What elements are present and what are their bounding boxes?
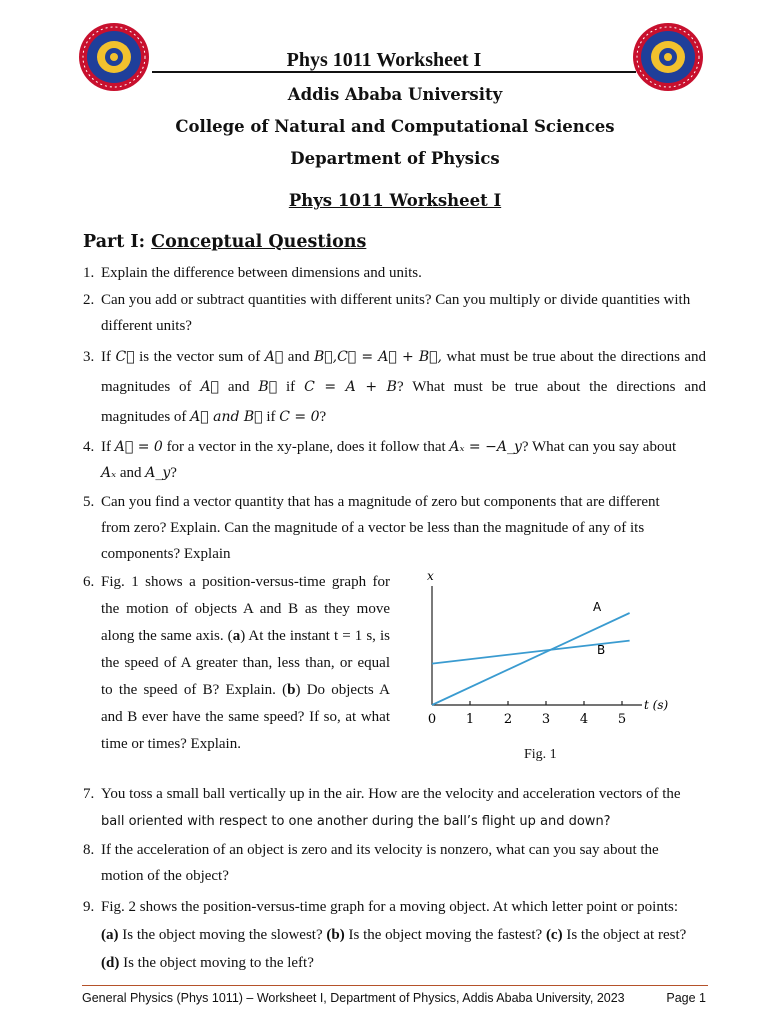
- question-text: magnitudes of A⃗ and B⃗ if C = 0?: [101, 409, 327, 425]
- question-6: [83, 569, 390, 758]
- page-number: Page 1: [666, 991, 706, 1005]
- question-text: along the same axis. (a) At the instant t = 1 s, is: [101, 628, 390, 644]
- college-name: College of Natural and Computational Sciences: [175, 117, 615, 136]
- question-text: Can you find a vector quantity that has a magnitude of zero but components that are different: [101, 494, 660, 510]
- part-prefix: Part I:: [83, 232, 152, 252]
- question-text: time or times? Explain.: [101, 736, 241, 752]
- question-text: ball oriented with respect to one another during the ball’s flight up and down?: [101, 814, 611, 829]
- question-text: and B ever have the same speed? If so, at what: [101, 709, 390, 725]
- question-text: magnitudes of A⃗ and B⃗ if C = A + B? What must be true about the directions and: [101, 379, 707, 395]
- worksheet-title: Phys 1011 Worksheet I: [288, 191, 502, 210]
- question-text: to the speed of B? Explain. (b) Do objects A: [101, 682, 390, 698]
- y-axis-label: x: [427, 569, 434, 583]
- figure-1-caption: Fig. 1: [524, 747, 557, 762]
- question-text: components? Explain: [101, 546, 231, 562]
- part-heading: [83, 232, 366, 252]
- footer-rule: [82, 985, 708, 986]
- x-tick-label: 0: [427, 712, 437, 727]
- x-tick-label: 3: [541, 712, 551, 727]
- part-title: Conceptual Questions: [151, 232, 367, 252]
- series-line-a: [432, 613, 630, 705]
- question-text: motion of the object?: [101, 868, 229, 884]
- question-4: [83, 434, 706, 486]
- question-text: If the acceleration of an object is zero and its velocity is nonzero, what can you say about the: [101, 842, 659, 858]
- question-text: Aₓ and A_y?: [101, 465, 177, 481]
- question-5: [83, 489, 706, 567]
- question-number: 2.: [83, 292, 95, 308]
- x-tick-label: 2: [503, 712, 513, 727]
- question-number: 7.: [83, 786, 95, 802]
- question-number: 8.: [83, 842, 95, 858]
- question-text: Fig. 1 shows a position-versus-time graph for: [101, 574, 390, 590]
- question-number: 6.: [83, 574, 95, 590]
- question-number: 9.: [83, 899, 95, 915]
- question-1: [83, 260, 706, 286]
- question-3: [83, 342, 706, 432]
- question-text: Can you add or subtract quantities with different units? Can you multiply or divide quantities with: [101, 292, 691, 308]
- series-a-label: A: [593, 600, 602, 614]
- question-8: [83, 837, 706, 889]
- header-rule: [152, 71, 636, 73]
- question-number: 4.: [83, 439, 95, 455]
- question-number: 1.: [83, 265, 95, 281]
- footer-text: General Physics (Phys 1011) – Worksheet I, Department of Physics, Addis Ababa University, 2023: [82, 991, 625, 1005]
- series-b-label: B: [597, 643, 606, 657]
- x-tick-label: 5: [617, 712, 627, 727]
- question-text: You toss a small ball vertically up in the air. How are the velocity and acceleration vectors of the: [101, 786, 681, 802]
- question-text: (d) Is the object moving to the left?: [101, 955, 314, 971]
- question-text: If C⃗ is the vector sum of A⃗ and B⃗,C⃗ = A⃗ + B⃗, what must be true about the directions and: [101, 349, 707, 365]
- question-2: [83, 287, 706, 339]
- question-text: the speed of A greater than, less than, or equal: [101, 655, 390, 671]
- question-9: [83, 894, 706, 976]
- question-number: 5.: [83, 494, 95, 510]
- x-tick-label: 1: [465, 712, 475, 727]
- question-text: Explain the difference between dimensions and units.: [101, 265, 422, 281]
- x-axis-label: t (s): [644, 698, 669, 712]
- question-text: the motion of objects A and B as they move: [101, 601, 390, 617]
- question-text: If A⃗ = 0 for a vector in the xy-plane, does it follow that Aₓ = −A_y? What can you say about: [101, 439, 677, 455]
- question-text: (a) Is the object moving the slowest? (b) Is the object moving the fastest? (c) Is the object at rest?: [101, 927, 687, 943]
- university-name: Addis Ababa University: [287, 85, 503, 104]
- question-7: [83, 781, 706, 837]
- question-number: 3.: [83, 349, 95, 365]
- question-text: different units?: [101, 318, 192, 334]
- question-text: from zero? Explain. Can the magnitude of a vector be less than the magnitude of any of its: [101, 520, 645, 536]
- question-text: Fig. 2 shows the position-versus-time graph for a moving object. At which letter point or points:: [101, 899, 679, 915]
- header-title: Phys 1011 Worksheet I: [286, 49, 482, 71]
- figure-1-graph: [410, 568, 680, 738]
- x-tick-label: 4: [579, 712, 589, 727]
- department-name: Department of Physics: [290, 149, 500, 168]
